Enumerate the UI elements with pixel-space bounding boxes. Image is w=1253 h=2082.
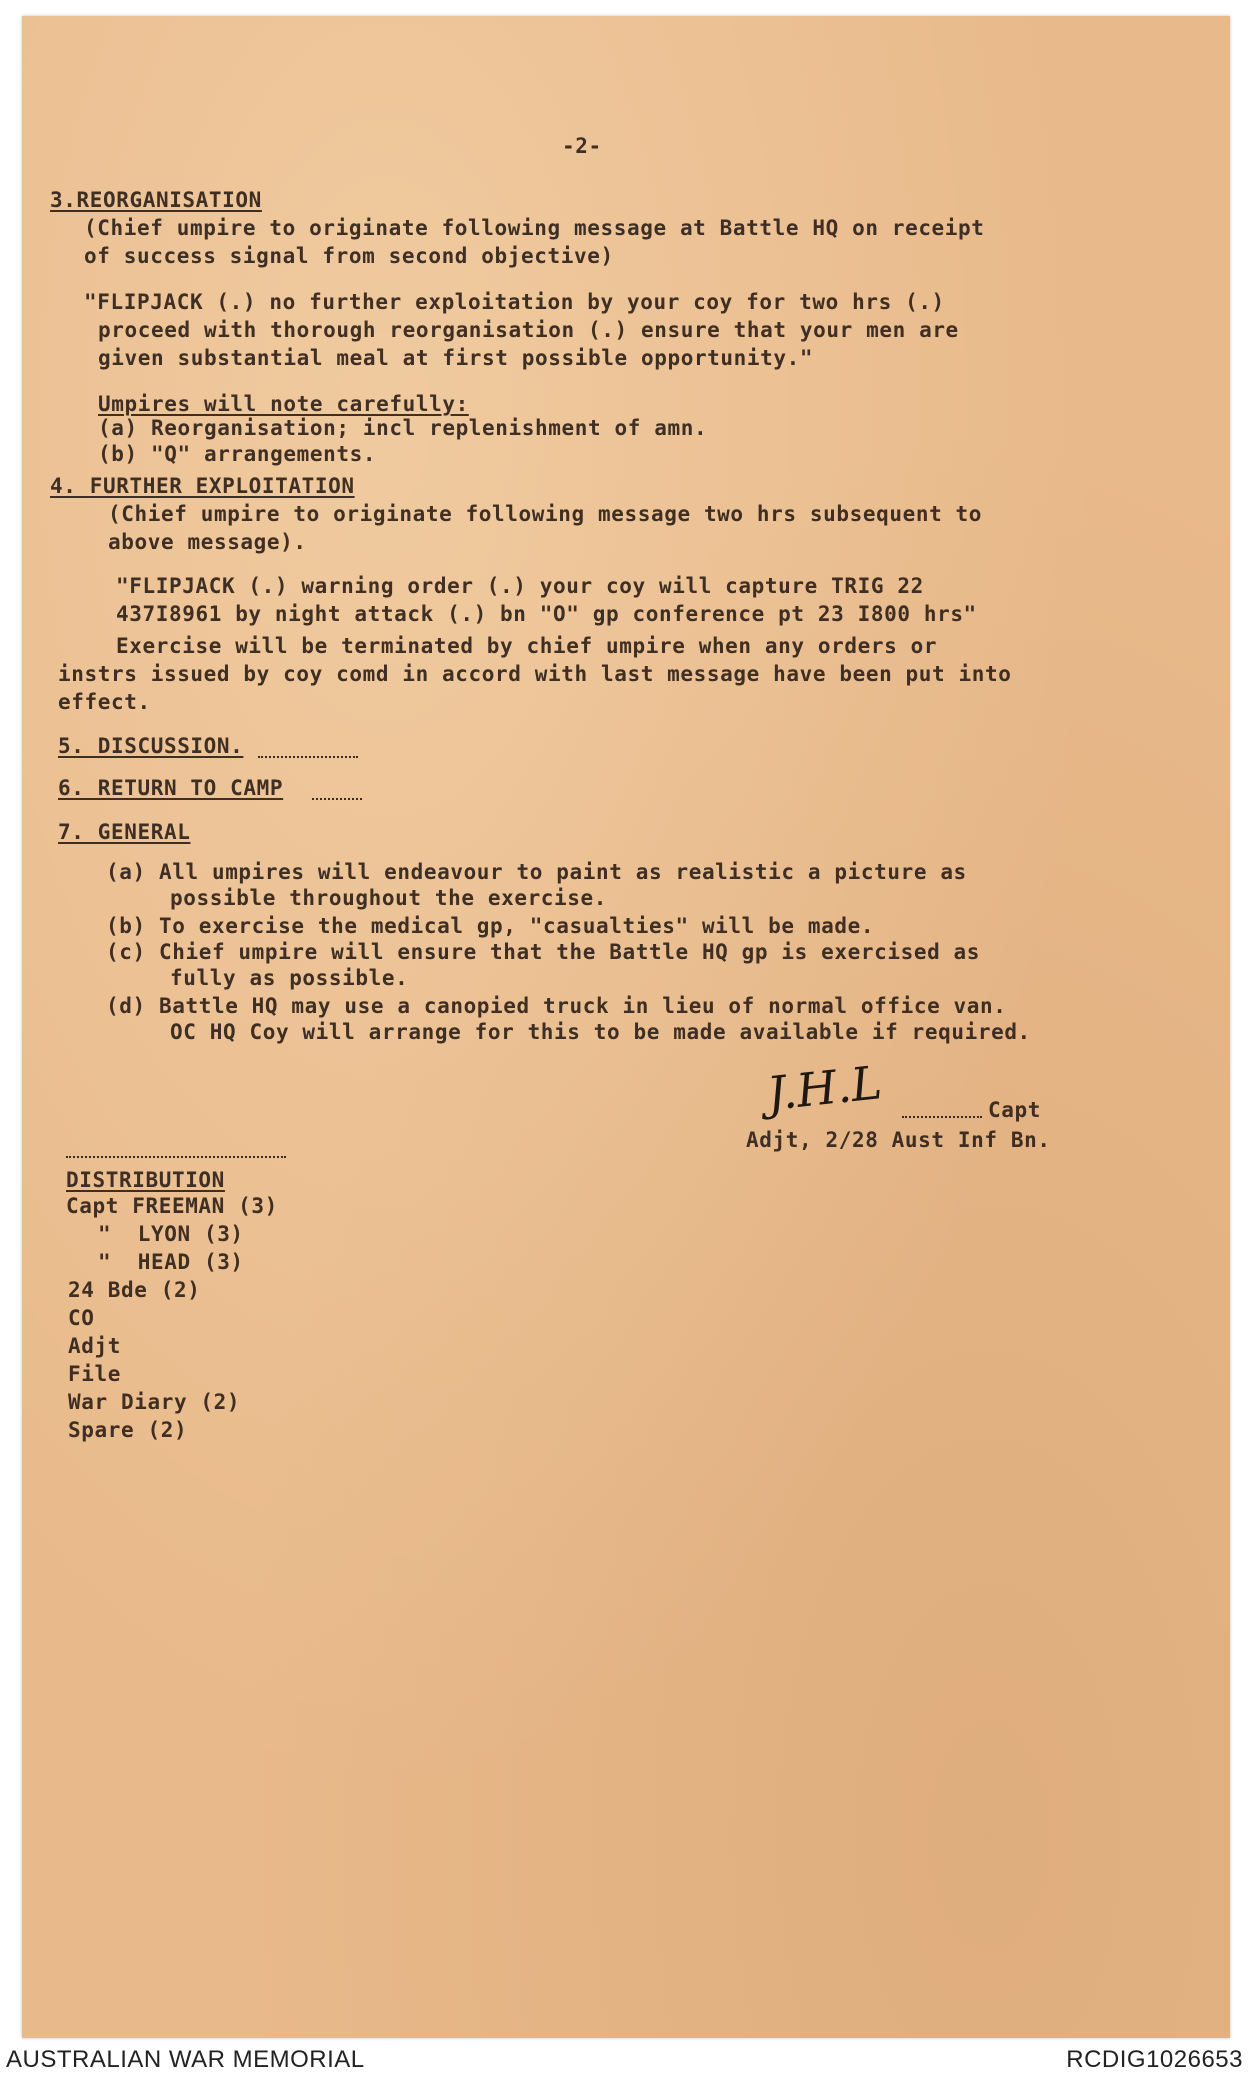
distribution-item: File <box>68 1362 121 1386</box>
signature-rank: Capt <box>988 1098 1041 1122</box>
signature-dotted-line <box>902 1116 982 1118</box>
footer-credit: AUSTRALIAN WAR MEMORIAL <box>6 2046 365 2073</box>
message-2-line-2: 437I8961 by night attack (.) bn "O" gp conference pt 23 I800 hrs" <box>116 602 977 626</box>
signature-scrawl: J.H.L <box>764 1055 885 1121</box>
document-page <box>22 16 1230 2038</box>
distribution-item: CO <box>68 1306 95 1330</box>
umpires-note-a: (a) Reorganisation; incl replenishment of amn. <box>98 416 708 440</box>
section-5-heading: 5. DISCUSSION. <box>58 734 244 758</box>
distribution-item: 24 Bde (2) <box>68 1278 201 1302</box>
message-1-line-2: proceed with thorough reorganisation (.) ensure that your men are <box>98 318 959 342</box>
termination-line-2: instrs issued by coy comd in accord with last message have been put into <box>58 662 1012 686</box>
section-4-instruction-line-2: above message). <box>108 530 307 554</box>
section-6-heading: 6. RETURN TO CAMP <box>58 776 284 800</box>
distribution-heading: DISTRIBUTION <box>66 1168 225 1192</box>
section-3-instruction-line-2: of success signal from second objective) <box>84 244 614 268</box>
distribution-item: Adjt <box>68 1334 121 1358</box>
footer-catalog-id: RCDIG1026653 <box>1066 2046 1243 2073</box>
termination-line-1: Exercise will be terminated by chief umpire when any orders or <box>116 634 938 658</box>
general-d-line-2: OC HQ Coy will arrange for this to be made available if required. <box>170 1020 1031 1044</box>
message-1-line-1: "FLIPJACK (.) no further exploitation by your coy for two hrs (.) <box>84 290 945 314</box>
umpires-note-heading: Umpires will note carefully: <box>98 392 469 416</box>
section-4-instruction-line-1: (Chief umpire to originate following message two hrs subsequent to <box>108 502 983 526</box>
distribution-item: " LYON (3) <box>98 1222 244 1246</box>
message-2-line-1: "FLIPJACK (.) warning order (.) your coy will capture TRIG 22 <box>116 574 924 598</box>
termination-line-3: effect. <box>58 690 151 714</box>
distribution-item: Capt FREEMAN (3) <box>66 1194 278 1218</box>
general-d-line-1: (d) Battle HQ may use a canopied truck in lieu of normal office van. <box>106 994 1007 1018</box>
distribution-item: " HEAD (3) <box>98 1250 244 1274</box>
section-3-heading: 3.REORGANISATION <box>50 188 262 212</box>
dotted-leader <box>258 756 358 758</box>
signature-appointment: Adjt, 2/28 Aust Inf Bn. <box>746 1128 1051 1152</box>
umpires-note-b: (b) "Q" arrangements. <box>98 442 377 466</box>
distribution-item: War Diary (2) <box>68 1390 241 1414</box>
general-a-line-1: (a) All umpires will endeavour to paint as realistic a picture as <box>106 860 967 884</box>
section-7-heading: 7. GENERAL <box>58 820 191 844</box>
section-3-instruction-line-1: (Chief umpire to originate following message at Battle HQ on receipt <box>84 216 985 240</box>
page-number: -2- <box>562 134 602 158</box>
general-c-line-2: fully as possible. <box>170 966 409 990</box>
section-4-heading: 4. FURTHER EXPLOITATION <box>50 474 355 498</box>
general-b: (b) To exercise the medical gp, "casualties" will be made. <box>106 914 875 938</box>
message-1-line-3: given substantial meal at first possible opportunity." <box>98 346 814 370</box>
distribution-separator <box>66 1156 286 1158</box>
general-c-line-1: (c) Chief umpire will ensure that the Battle HQ gp is exercised as <box>106 940 981 964</box>
general-a-line-2: possible throughout the exercise. <box>170 886 608 910</box>
distribution-item: Spare (2) <box>68 1418 188 1442</box>
dotted-leader <box>312 798 362 800</box>
